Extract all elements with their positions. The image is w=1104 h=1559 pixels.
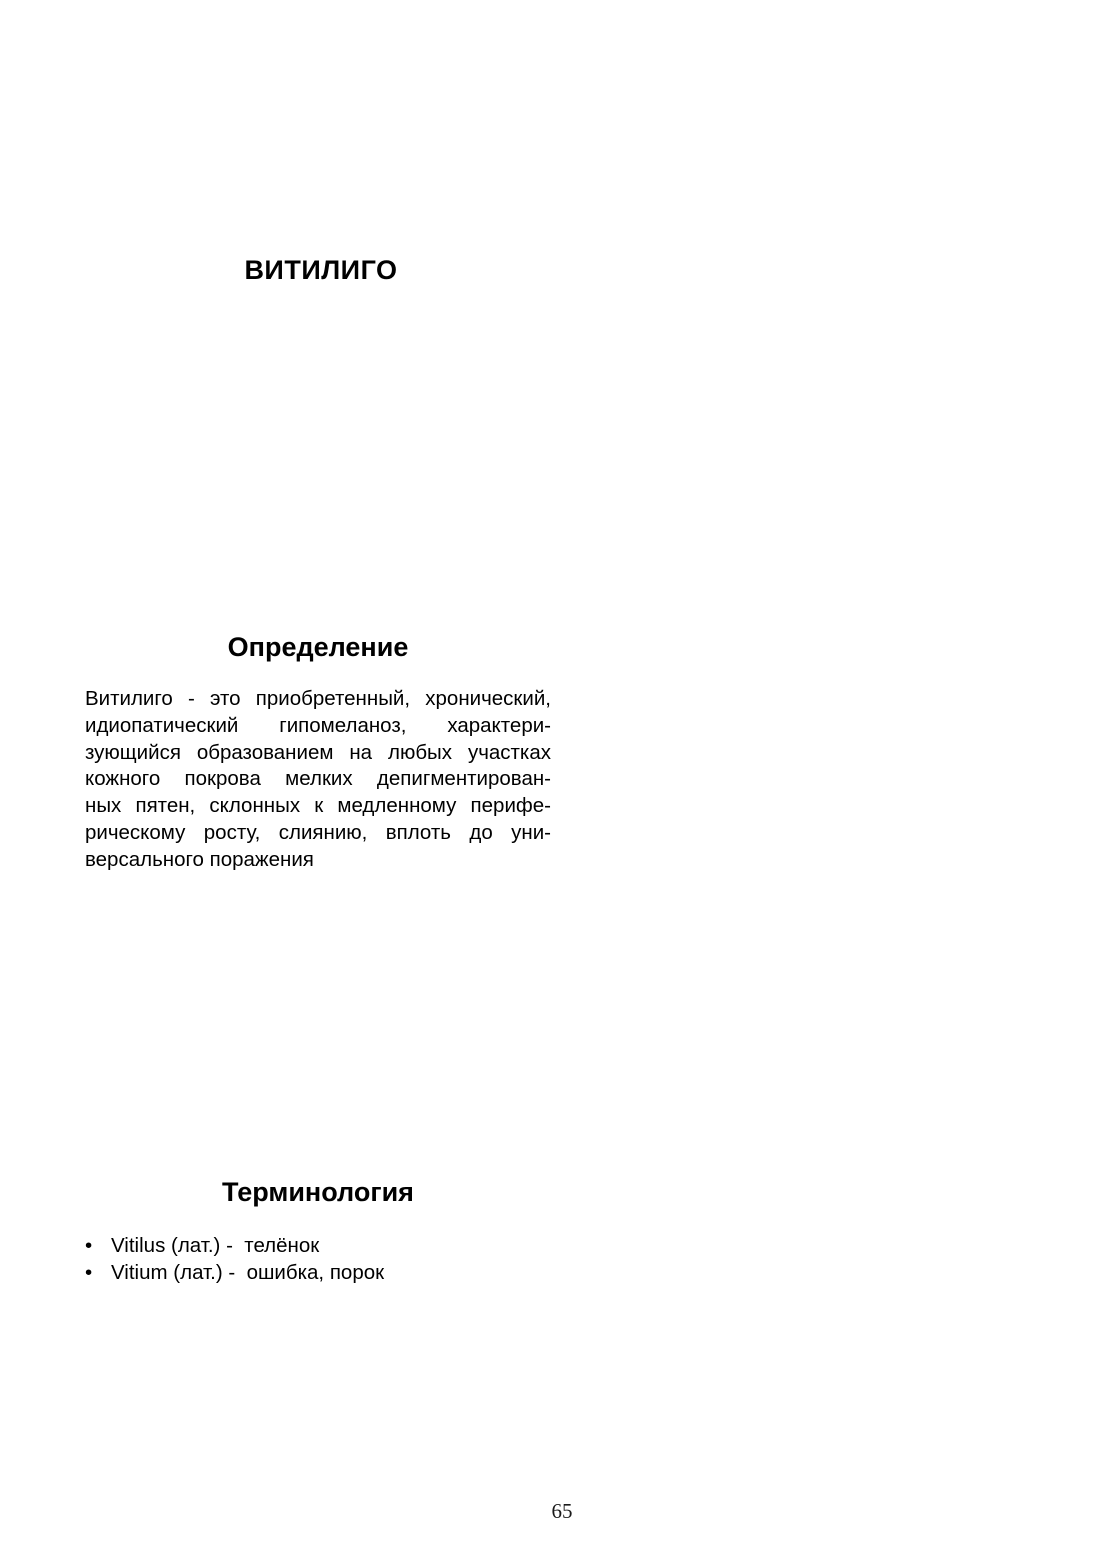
- definition-line: кожного покрова мелких депигментирован-: [85, 767, 551, 791]
- definition-line: идиопатический гипомеланоз, характери-: [85, 713, 551, 737]
- bullet-icon: •: [85, 1234, 93, 1257]
- definition-paragraph: [85, 686, 551, 874]
- definition-line: зующийся образованием на любых участках: [85, 740, 551, 764]
- page-number: 65: [551, 1499, 573, 1523]
- terminology-heading: Терминология: [222, 1177, 414, 1207]
- list-item: [85, 1232, 384, 1259]
- definition-heading: Определение: [227, 632, 409, 662]
- definition-line: Витилиго - это приобретенный, хронический,: [85, 687, 551, 710]
- definition-line: версального поражения: [85, 847, 314, 871]
- definition-line: ных пятен, склонных к медленному перифе-: [85, 794, 551, 818]
- terminology-list: [85, 1232, 384, 1286]
- definition-line: рическому росту, слиянию, вплоть до уни-: [85, 820, 551, 844]
- bullet-icon: •: [85, 1261, 93, 1284]
- term-text: Vitium (лат.) - ошибка, порок: [111, 1261, 385, 1284]
- list-item: [85, 1259, 384, 1286]
- term-text: Vitilus (лат.) - телёнок: [111, 1234, 320, 1257]
- document-title: ВИТИЛИГО: [244, 255, 398, 285]
